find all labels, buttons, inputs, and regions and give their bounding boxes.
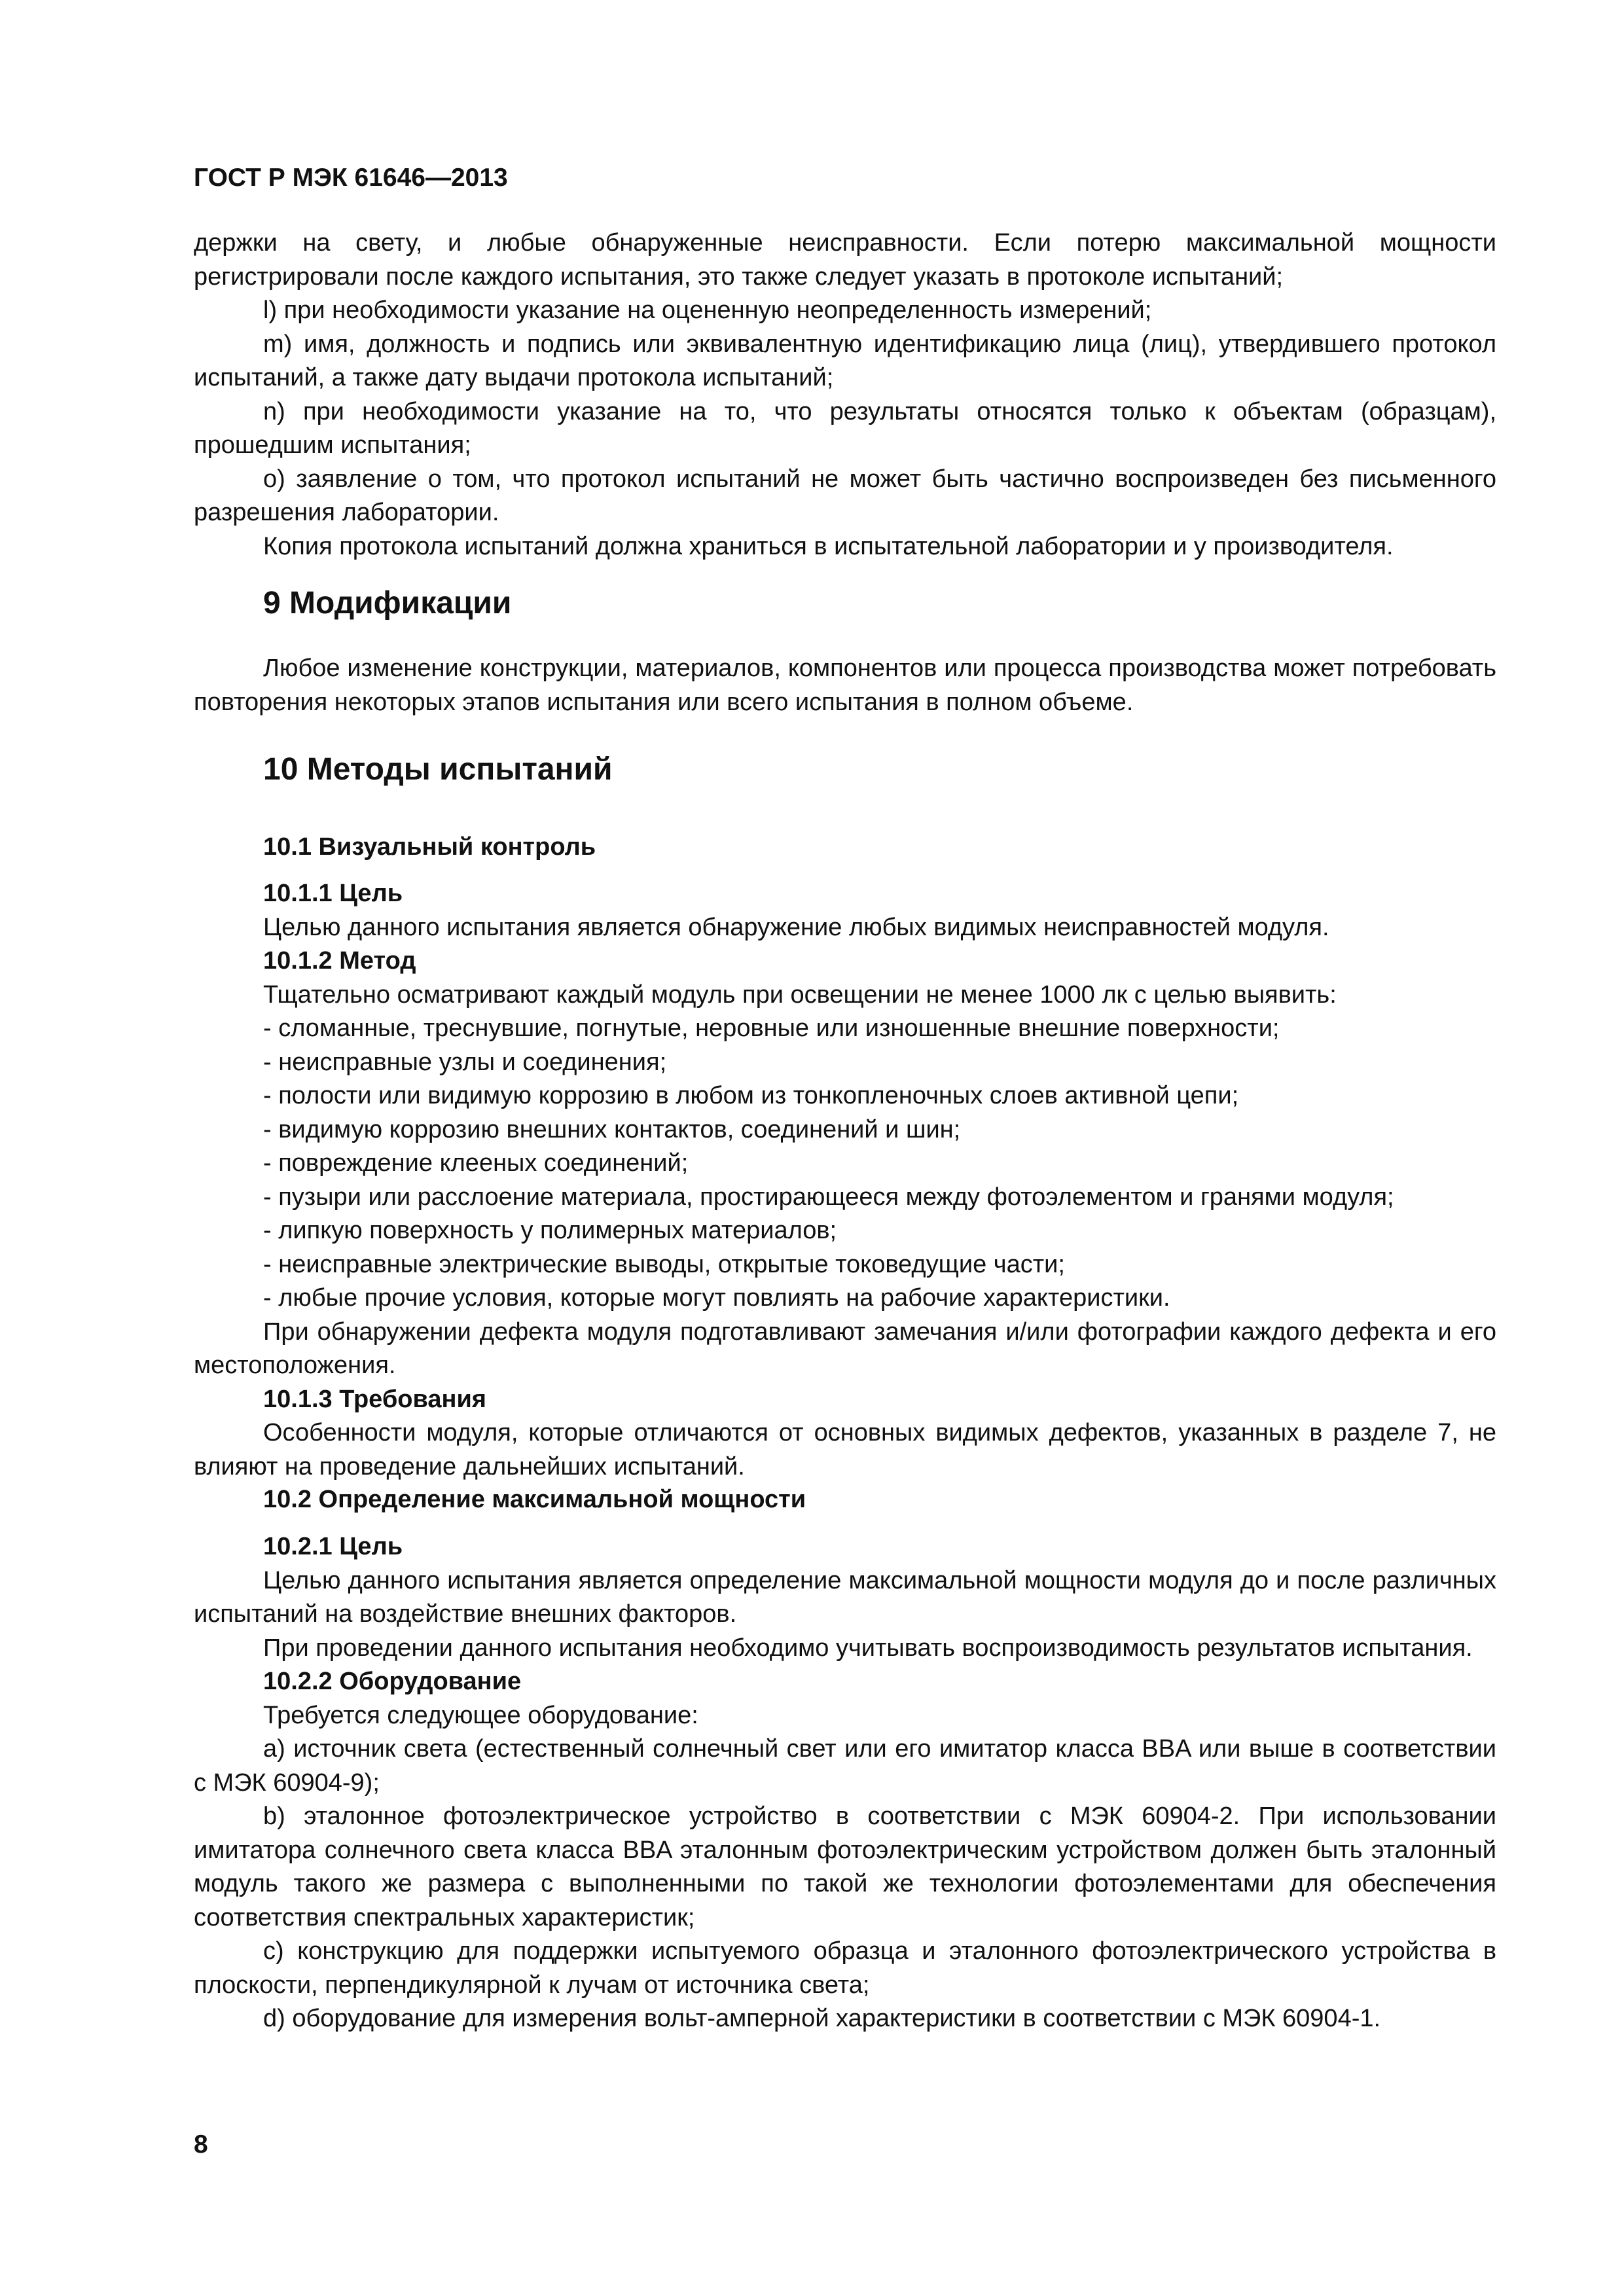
paragraph: Требуется следующее оборудование:	[263, 1701, 698, 1729]
list-item: - липкую поверхность у полимерных материалов;	[263, 1217, 837, 1244]
list-item: b) эталонное фотоэлектрическое устройство в соответствии с МЭК 60904-2. При использовании имитатора солнечного света класса BBA эталонным фотоэлектрическим устройством должен быть эталонный модуль такого же размера с выполненными по такой же технологии фотоэлементами для обеспечения соответствия спектральных характеристик;	[194, 1803, 1496, 1931]
list-item: l) при необходимости указание на оцененную неопределенность измерений;	[263, 296, 1152, 324]
document-header: ГОСТ Р МЭК 61646—2013	[194, 164, 508, 192]
list-item: c) конструкцию для поддержки испытуемого образца и эталонного фотоэлектрического устройства в плоскости, перпендикулярной к лучам от источника света;	[194, 1937, 1496, 1999]
paragraph: Целью данного испытания является обнаружение любых видимых неисправностей модуля.	[263, 913, 1329, 941]
paragraph: При обнаружении дефекта модуля подготавливают замечания и/или фотографии каждого дефекта и его местоположения.	[194, 1318, 1496, 1379]
list-item: - неисправные узлы и соединения;	[263, 1048, 667, 1076]
paragraph: Целью данного испытания является определение максимальной мощности модуля до и после различных испытаний на воздействие внешних факторов.	[194, 1566, 1496, 1628]
subsection-heading-10-1: 10.1 Визуальный контроль	[263, 833, 596, 861]
paragraph: При проведении данного испытания необходимо учитывать воспроизводимость результатов испытания.	[263, 1634, 1473, 1662]
clause-heading: 10.2.1 Цель	[263, 1533, 403, 1560]
list-item: - любые прочие условия, которые могут повлиять на рабочие характеристики.	[263, 1284, 1170, 1312]
list-item: a) источник света (естественный солнечный свет или его имитатор класса BBA или выше в соответствии с МЭК 60904-9);	[194, 1735, 1496, 1797]
paragraph: Копия протокола испытаний должна храниться в испытательной лаборатории и у производителя.	[263, 532, 1394, 560]
paragraph: Любое изменение конструкции, материалов, компонентов или процесса производства может потребовать повторения некоторых этапов испытания или всего испытания в полном объеме.	[194, 655, 1496, 716]
section-heading-10: 10 Методы испытаний	[263, 752, 613, 787]
clause-heading: 10.1.1 Цель	[263, 880, 403, 907]
list-item: - сломанные, треснувшие, погнутые, неровные или изношенные внешние поверхности;	[263, 1014, 1280, 1042]
paragraph: Особенности модуля, которые отличаются от основных видимых дефектов, указанных в разделе 7, не влияют на проведение дальнейших испытаний.	[194, 1419, 1496, 1480]
section-heading-9: 9 Модификации	[263, 586, 512, 620]
subsection-heading-10-2: 10.2 Определение максимальной мощности	[263, 1486, 806, 1513]
clause-heading: 10.1.3 Требования	[263, 1385, 486, 1413]
clause-heading: 10.1.2 Метод	[263, 947, 416, 975]
section-10-2-block	[194, 1530, 1496, 2036]
list-item: - полости или видимую коррозию в любом из тонкопленочных слоев активной цепи;	[263, 1082, 1239, 1109]
paragraph: Тщательно осматривают каждый модуль при освещении не менее 1000 лк с целью выявить:	[263, 980, 1337, 1009]
section-9-block	[194, 652, 1496, 719]
list-item: m) имя, должность и подпись или эквивалентную идентификацию лица (лиц), утвердившего протокол испытаний, а также дату выдачи протокола испытаний;	[194, 330, 1496, 391]
list-item: d) оборудование для измерения вольт-амперной характеристики в соответствии с МЭК 60904-1.	[263, 2005, 1381, 2032]
list-item: - неисправные электрические выводы, открытые токоведущие части;	[263, 1250, 1065, 1278]
intro-block	[194, 226, 1496, 564]
paragraph: держки на свету, и любые обнаруженные неисправности. Если потерю максимальной мощности регистрировали после каждого испытания, это также следует указать в протоколе испытаний;	[194, 229, 1496, 291]
page-number: 8	[194, 2130, 208, 2159]
clause-heading: 10.2.2 Оборудование	[263, 1668, 522, 1695]
list-item: - повреждение клееных соединений;	[263, 1149, 689, 1177]
list-item: - пузыри или расслоение материала, простирающееся между фотоэлементом и гранями модуля;	[263, 1183, 1394, 1211]
list-item: o) заявление о том, что протокол испытаний не может быть частично воспроизведен без письменного разрешения лаборатории.	[194, 465, 1496, 526]
list-item: - видимую коррозию внешних контактов, соединений и шин;	[263, 1115, 961, 1143]
section-10-1-block	[194, 877, 1496, 1484]
list-item: n) при необходимости указание на то, что результаты относятся только к объектам (образцам), прошедшим испытания;	[194, 397, 1496, 459]
